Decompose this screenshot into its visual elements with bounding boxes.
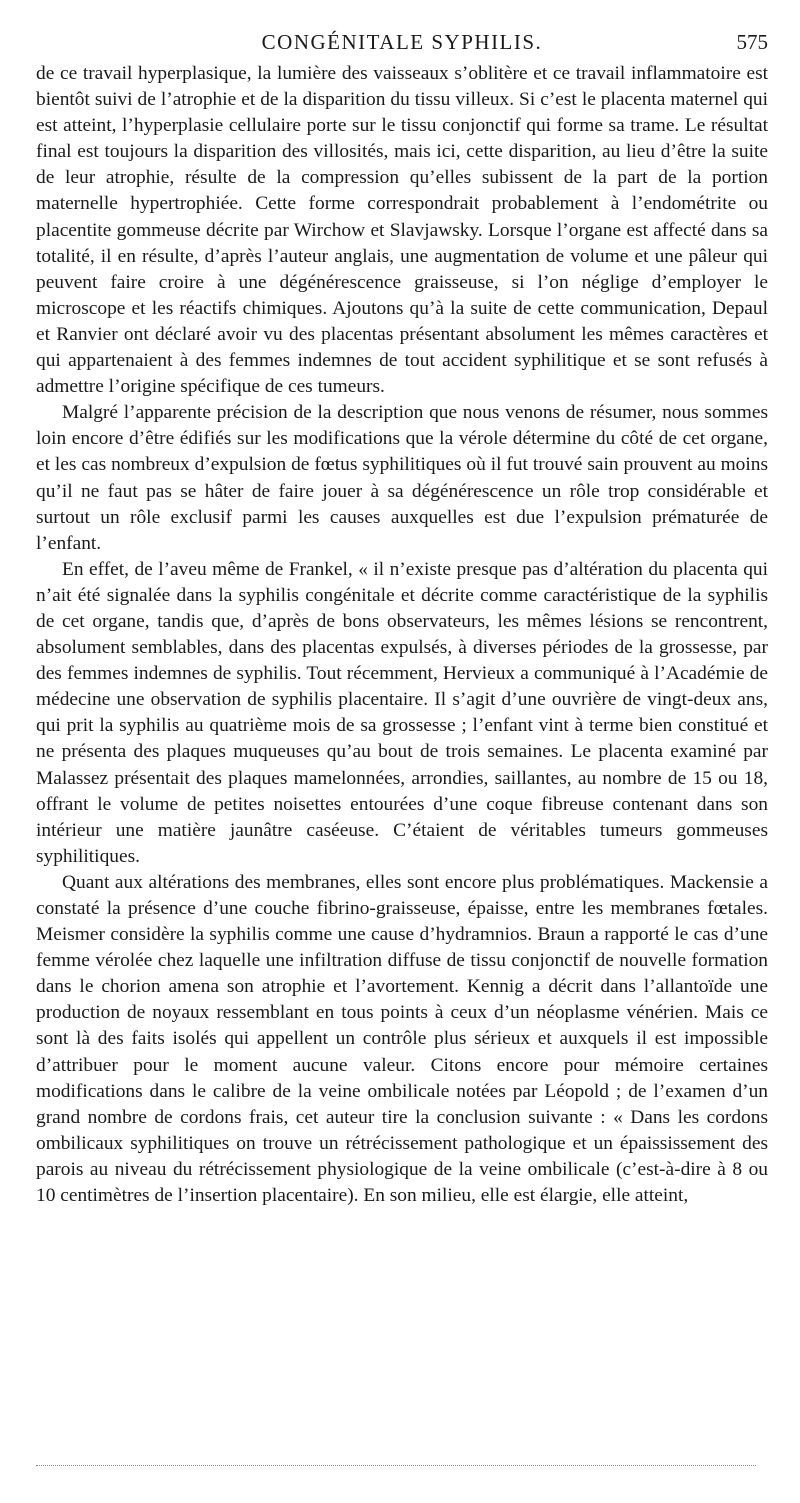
page-header xyxy=(36,30,768,56)
body-text xyxy=(36,61,768,1209)
running-title: CONGÉNITALE SYPHILIS. xyxy=(261,30,543,54)
paragraph: de ce travail hyperplasique, la lumière des vaisseaux s’oblitère et ce travail inflammatoire est bientôt suivi de l’atrophie et de la disparition du tissu villeux. Si c’est le placenta maternel qui est atteint, l’hyperplasie cellulaire porte sur le tissu conjonctif qui forme sa trame. Le résultat final est toujours la disparition des villosités, mais ici, cette disparition, au lieu d’être la suite de leur atrophie, résulte de la compression qu’elles subissent de la part de la portion maternelle hypertrophiée. Cette forme correspondrait probablement à l’endométrite ou placentite gommeuse décrite par Wirchow et Slavjawsky. Lorsque l’organe est affecté dans sa totalité, il en résulte, d’après l’auteur anglais, une augmentation de volume et une pâleur qui peuvent faire croire à une dégénérescence graisseuse, si l’on néglige d’employer le microscope et les réactifs chimiques. Ajoutons qu’à la suite de cette communication, Depaul et Ranvier ont déclaré avoir vu des placentas présentant absolument les mêmes caractères et qui appartenaient à des femmes indemnes de tout accident syphilitique et se sont refusés à admettre l’origine spécifique de ces tumeurs. xyxy=(36,63,768,398)
paragraph: Quant aux altérations des membranes, elles sont encore plus problématiques. Mackensie a constaté la présence d’une couche fibrino-graisseuse, épaisse, entre les membranes fœtales. Meismer considère la syphilis comme une cause d’hydramnios. Braun a rapporté le cas d’une femme vérolée chez laquelle une infiltration diffuse de tissu conjonctif de nouvelle formation dans le chorion amena son atrophie et l’avortement. Kennig a décrit dans l’allantoïde une production de noyaux ressemblant en tous points à ceux d’un néoplasme vénérien. Mais ce sont là des faits isolés qui appellent un contrôle plus sérieux et auxquels il est impossible d’attribuer pour le moment aucune valeur. Citons encore pour mémoire certaines modifications dans le calibre de la veine ombilicale notées par Léopold ; de l’examen d’un grand nombre de cordons frais, cet auteur tire la conclusion suivante : « Dans les cordons ombilicaux syphilitiques on trouve un rétrécissement pathologique et un épaississement des parois au niveau du rétrécissement physiologique de la veine ombilicale (c’est-à-dire à 8 ou 10 centimètres de l’insertion placentaire). En son milieu, elle est élargie, elle atteint, xyxy=(36,871,768,1207)
paragraph: En effet, de l’aveu même de Frankel, « il n’existe presque pas d’altération du placenta qui n’ait été signalée dans la syphilis congénitale et décrite comme caractéristique de la syphilis de cet organe, tandis que, d’après de bons observateurs, les mêmes lésions se rencontrent, absolument semblables, dans des placentas expulsés, à diverses périodes de la grossesse, par des femmes indemnes de syphilis. Tout récemment, Hervieux a communiqué à l’Académie de médecine une observation de syphilis placentaire. Il s’agit d’une ouvrière de vingt-deux ans, qui prit la syphilis au quatrième mois de sa grossesse ; l’enfant vint à terme bien constitué et ne présenta des plaques muqueuses qu’au bout de trois semaines. Le placenta examiné par Malassez présentait des plaques mamelonnées, arrondies, saillantes, au nombre de 15 ou 18, offrant le volume de petites noisettes entourées d’une coque fibreuse contenant dans son intérieur une matière jaunâtre caséeuse. C’étaient de véritables tumeurs gommeuses syphilitiques. xyxy=(36,558,768,867)
paragraph: Malgré l’apparente précision de la description que nous venons de résumer, nous sommes loin encore d’être édifiés sur les modifications que la vérole détermine du côté de cet organe, et les cas nombreux d’expulsion de fœtus syphilitiques où il fut trouvé sain prouvent au moins qu’il ne faut pas se hâter de faire jouer à sa dégénérescence un rôle trop considérable et surtout un rôle exclusif parmi les causes auxquelles est due l’expulsion prématurée de l’enfant. xyxy=(36,402,768,554)
footer-dotted-rule xyxy=(36,1465,756,1466)
page-number: 575 xyxy=(736,30,768,54)
